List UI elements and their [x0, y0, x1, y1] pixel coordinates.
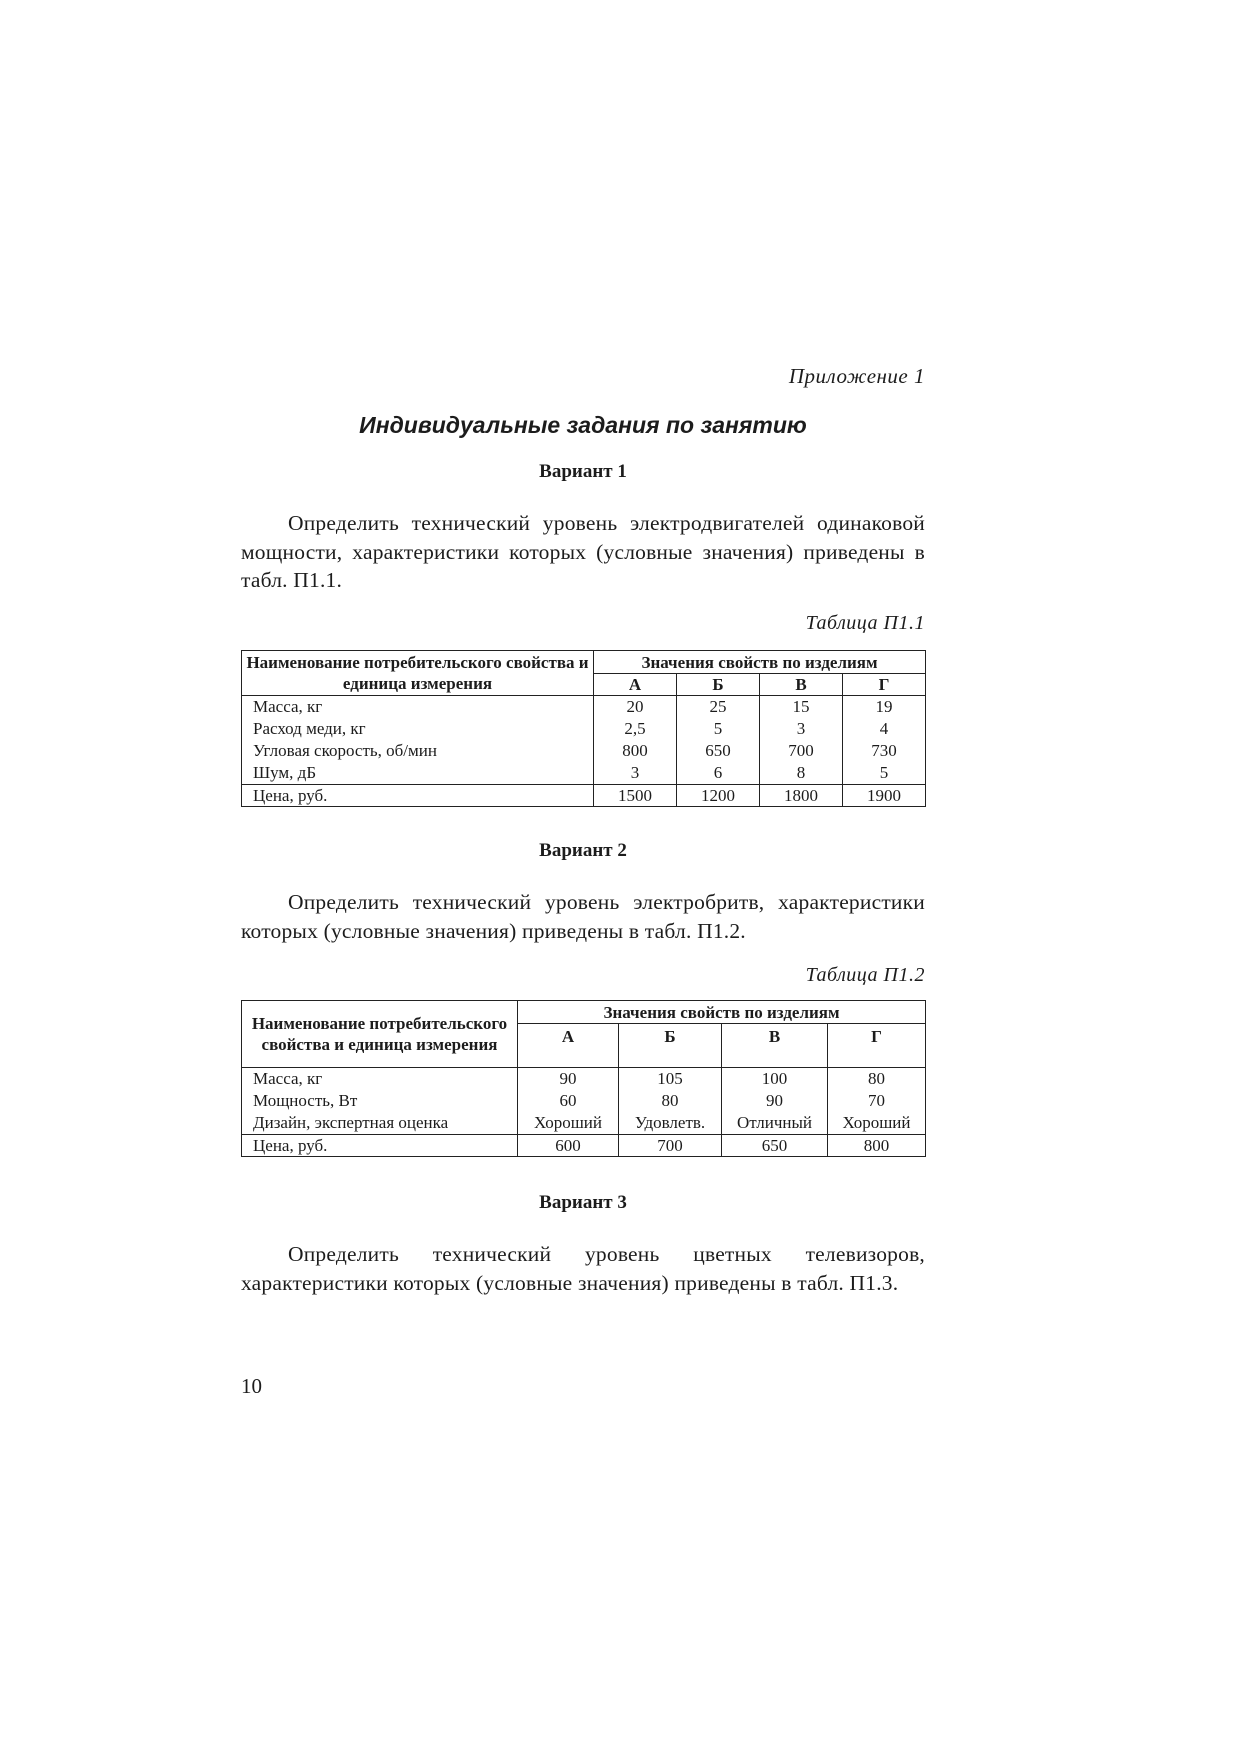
- table-cell: 60: [518, 1090, 619, 1112]
- table-cell: 70: [828, 1090, 926, 1112]
- row-label: Мощность, Вт: [242, 1090, 518, 1112]
- table-1-caption: Таблица П1.1: [805, 612, 925, 634]
- row-label: Дизайн, экспертная оценка: [242, 1112, 518, 1135]
- variant-2-text: Определить технический уровень электробритв, характеристики которых (условные значения) приведены в табл. П1.2.: [241, 890, 925, 943]
- table-cell: 700: [619, 1134, 722, 1156]
- row-label: Шум, дБ: [242, 762, 594, 785]
- table-cell: 3: [760, 718, 843, 740]
- row-label: Цена, руб.: [242, 1134, 518, 1156]
- table-cell: 650: [722, 1134, 828, 1156]
- table-cell: 5: [677, 718, 760, 740]
- table-p1-2: [241, 1000, 926, 1157]
- table-row: [242, 1068, 926, 1090]
- table-cell: 1200: [677, 784, 760, 806]
- table-1-col-header: Б: [677, 674, 760, 696]
- row-label: Цена, руб.: [242, 784, 594, 806]
- table-cell: 15: [760, 696, 843, 718]
- table-row: [242, 740, 926, 762]
- table-2-col-header: Г: [828, 1024, 926, 1068]
- table-cell: 600: [518, 1134, 619, 1156]
- table-cell: 100: [722, 1068, 828, 1090]
- table-1-col-header: В: [760, 674, 843, 696]
- row-label: Масса, кг: [242, 696, 594, 718]
- table-cell: 1800: [760, 784, 843, 806]
- table-2-col-header: А: [518, 1024, 619, 1068]
- table-cell: 6: [677, 762, 760, 785]
- table-cell: 90: [518, 1068, 619, 1090]
- table-1-col-header: Г: [843, 674, 926, 696]
- variant-2-heading: Вариант 2: [539, 840, 627, 861]
- table-cell: Отличный: [722, 1112, 828, 1135]
- table-cell: 4: [843, 718, 926, 740]
- price-row: [242, 784, 926, 806]
- table-cell: 90: [722, 1090, 828, 1112]
- table-cell: 650: [677, 740, 760, 762]
- table-cell: 5: [843, 762, 926, 785]
- table-cell: 2,5: [594, 718, 677, 740]
- table-cell: Удовлетв.: [619, 1112, 722, 1135]
- table-cell: 800: [594, 740, 677, 762]
- document-page: [241, 0, 925, 1755]
- table-2-col-header: В: [722, 1024, 828, 1068]
- price-row: [242, 1134, 926, 1156]
- variant-3-heading: Вариант 3: [539, 1192, 627, 1213]
- table-2-caption: Таблица П1.2: [805, 964, 925, 986]
- table-cell: Хороший: [518, 1112, 619, 1135]
- table-cell: 105: [619, 1068, 722, 1090]
- page-title: Индивидуальные задания по занятию: [359, 412, 807, 438]
- table-row: [242, 1112, 926, 1135]
- table-cell: 80: [619, 1090, 722, 1112]
- variant-1-heading: Вариант 1: [539, 461, 627, 482]
- row-label: Угловая скорость, об/мин: [242, 740, 594, 762]
- variant-3-text: Определить технический уровень цветных телевизоров, характеристики которых (условные значения) приведены в табл. П1.3.: [241, 1242, 925, 1295]
- row-label: Масса, кг: [242, 1068, 518, 1090]
- table-cell: 700: [760, 740, 843, 762]
- table-cell: 1900: [843, 784, 926, 806]
- row-label: Расход меди, кг: [242, 718, 594, 740]
- table-cell: 1500: [594, 784, 677, 806]
- table-row: [242, 718, 926, 740]
- table-p1-1: [241, 650, 926, 807]
- table-row: [242, 762, 926, 785]
- table-1-col-header: А: [594, 674, 677, 696]
- table-2-col-header: Б: [619, 1024, 722, 1068]
- table-row: [242, 1090, 926, 1112]
- table-cell: 3: [594, 762, 677, 785]
- table-cell: 800: [828, 1134, 926, 1156]
- appendix-label: Приложение 1: [788, 364, 925, 388]
- table-cell: 19: [843, 696, 926, 718]
- table-2-values-header: Значения свойств по изделиям: [518, 1001, 926, 1024]
- variant-1-text: Определить технический уровень электродвигателей одинаковой мощности, характеристики которых (условные значения) приведены в табл. П1.1.: [241, 511, 925, 592]
- table-cell: Хороший: [828, 1112, 926, 1135]
- table-cell: 730: [843, 740, 926, 762]
- table-cell: 80: [828, 1068, 926, 1090]
- page-number: 10: [241, 1374, 262, 1398]
- table-cell: 8: [760, 762, 843, 785]
- table-1-values-header: Значения свойств по изделиям: [594, 651, 926, 674]
- table-2-name-header: Наименование потребительского свойства и единица измерения: [242, 1001, 518, 1068]
- table-cell: 20: [594, 696, 677, 718]
- table-cell: 25: [677, 696, 760, 718]
- table-row: [242, 696, 926, 718]
- table-1-name-header: Наименование потребительского свойства и единица измерения: [242, 651, 594, 696]
